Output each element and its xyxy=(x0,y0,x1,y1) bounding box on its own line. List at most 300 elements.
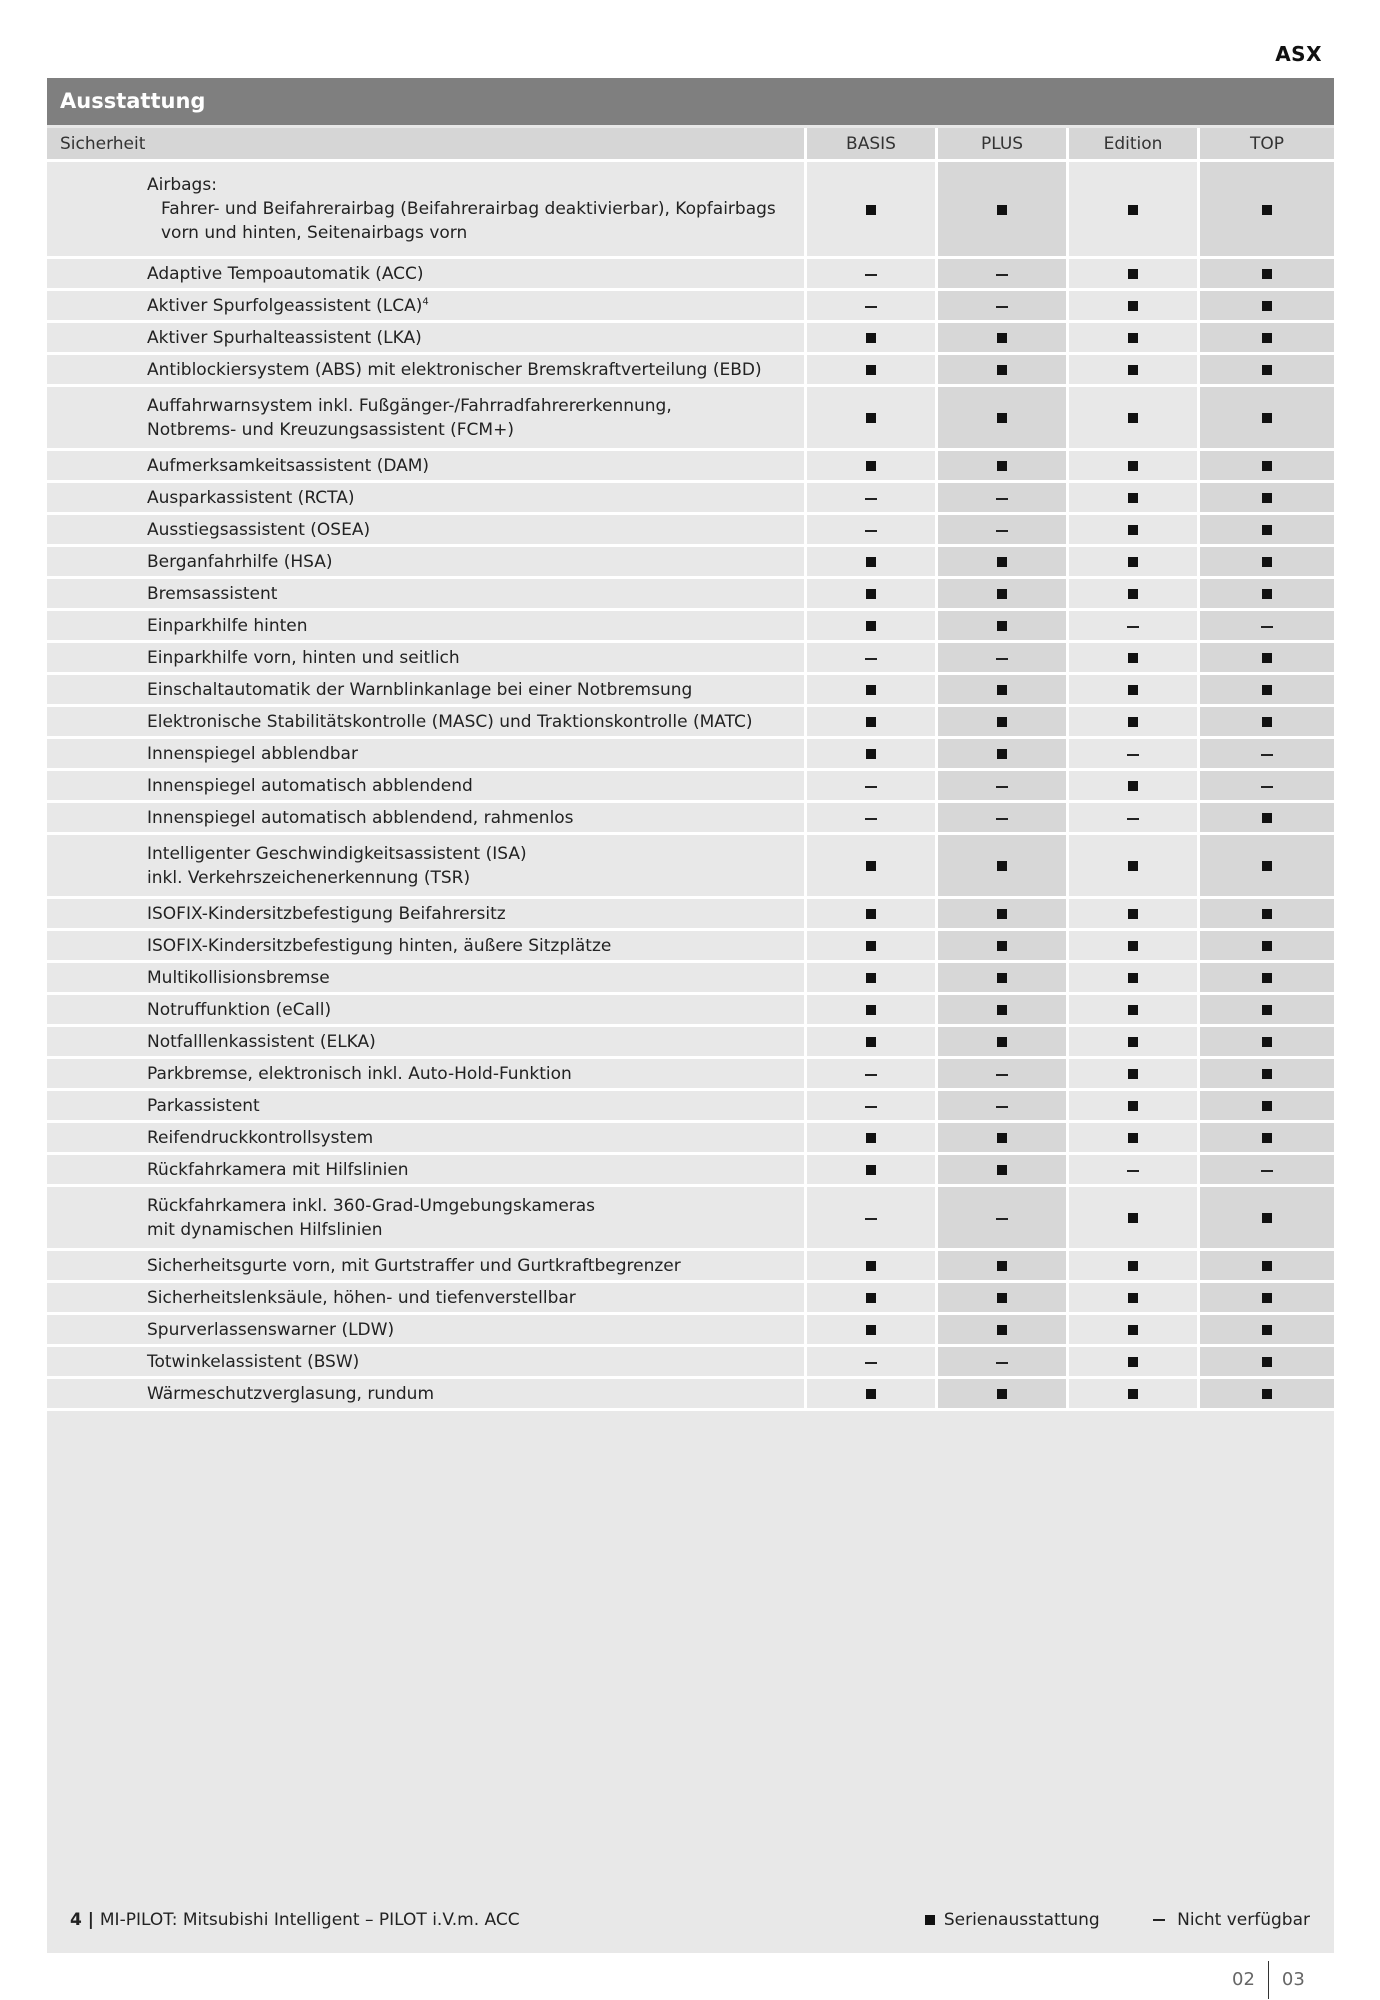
value-cell-plus xyxy=(938,387,1069,451)
feature-label xyxy=(47,771,807,803)
standard-square-icon xyxy=(997,861,1007,871)
feature-label xyxy=(47,323,807,355)
value-cell-basis xyxy=(807,675,938,707)
not-available-dash-icon xyxy=(996,658,1008,660)
standard-square-icon xyxy=(866,621,876,631)
table-row xyxy=(47,1123,1334,1155)
standard-square-icon xyxy=(1262,461,1272,471)
table-row xyxy=(47,771,1334,803)
standard-square-icon xyxy=(1128,205,1138,215)
feature-label xyxy=(47,259,807,291)
value-cell-edition xyxy=(1069,547,1200,579)
value-cell-plus xyxy=(938,1123,1069,1155)
value-cell-top xyxy=(1200,1091,1334,1123)
standard-square-icon xyxy=(1262,1293,1272,1303)
value-cell-edition xyxy=(1069,835,1200,899)
value-cell-edition xyxy=(1069,643,1200,675)
value-cell-basis xyxy=(807,803,938,835)
value-cell-edition xyxy=(1069,739,1200,771)
standard-square-icon xyxy=(1128,493,1138,503)
standard-square-icon xyxy=(997,1037,1007,1047)
standard-square-icon xyxy=(1128,861,1138,871)
value-cell-edition xyxy=(1069,707,1200,739)
standard-square-icon xyxy=(997,1005,1007,1015)
brand-label: ASX xyxy=(1275,42,1322,66)
feature-label xyxy=(47,675,807,707)
feature-line: Reifendruckkontrollsystem xyxy=(147,1127,374,1148)
standard-square-icon xyxy=(1128,1101,1138,1111)
footnote-number: 4 xyxy=(70,1910,82,1930)
value-cell-plus xyxy=(938,643,1069,675)
standard-square-icon xyxy=(1262,909,1272,919)
standard-square-icon xyxy=(1262,1069,1272,1079)
feature-label xyxy=(47,1379,807,1411)
table-row xyxy=(47,1059,1334,1091)
standard-square-icon xyxy=(866,333,876,343)
value-cell-edition xyxy=(1069,451,1200,483)
value-cell-top xyxy=(1200,1155,1334,1187)
feature-label xyxy=(47,963,807,995)
feature-label xyxy=(47,1123,807,1155)
table-row xyxy=(47,675,1334,707)
feature-label xyxy=(47,899,807,931)
not-available-dash-icon xyxy=(1127,1170,1139,1172)
feature-line: Parkassistent xyxy=(147,1095,260,1116)
standard-square-icon xyxy=(866,685,876,695)
standard-square-icon xyxy=(866,365,876,375)
standard-square-icon xyxy=(866,909,876,919)
value-cell-edition xyxy=(1069,995,1200,1027)
value-cell-basis xyxy=(807,899,938,931)
feature-label xyxy=(47,643,807,675)
value-cell-plus xyxy=(938,579,1069,611)
value-cell-plus xyxy=(938,291,1069,323)
value-cell-edition xyxy=(1069,259,1200,291)
equipment-panel xyxy=(47,78,1334,1953)
not-available-dash-icon xyxy=(865,274,877,276)
value-cell-plus xyxy=(938,1187,1069,1251)
table-row xyxy=(47,931,1334,963)
standard-square-icon xyxy=(1262,1357,1272,1367)
standard-square-icon xyxy=(1262,205,1272,215)
value-cell-plus xyxy=(938,707,1069,739)
feature-line: inkl. Verkehrszeichenerkennung (TSR) xyxy=(147,867,471,888)
feature-label xyxy=(47,1027,807,1059)
standard-square-icon xyxy=(1128,1325,1138,1335)
value-cell-basis xyxy=(807,1251,938,1283)
value-cell-basis xyxy=(807,355,938,387)
value-cell-edition xyxy=(1069,483,1200,515)
standard-square-icon xyxy=(1128,653,1138,663)
standard-square-icon xyxy=(866,1037,876,1047)
page-number-left: 02 xyxy=(1232,1969,1255,1990)
feature-line: Aktiver Spurhalteassistent (LKA) xyxy=(147,327,422,348)
value-cell-top xyxy=(1200,771,1334,803)
value-cell-plus xyxy=(938,323,1069,355)
value-cell-edition xyxy=(1069,1123,1200,1155)
value-cell-edition xyxy=(1069,1059,1200,1091)
feature-label xyxy=(47,355,807,387)
value-cell-plus xyxy=(938,547,1069,579)
not-available-dash-icon xyxy=(1261,754,1273,756)
table-row xyxy=(47,387,1334,451)
value-cell-plus xyxy=(938,1059,1069,1091)
not-available-dash-icon xyxy=(865,498,877,500)
value-cell-top xyxy=(1200,899,1334,931)
value-cell-edition xyxy=(1069,323,1200,355)
not-available-dash-icon xyxy=(996,786,1008,788)
value-cell-plus xyxy=(938,1347,1069,1379)
value-cell-top xyxy=(1200,1123,1334,1155)
value-cell-edition xyxy=(1069,291,1200,323)
standard-square-icon xyxy=(997,413,1007,423)
table-row xyxy=(47,355,1334,387)
value-cell-edition xyxy=(1069,515,1200,547)
value-cell-edition xyxy=(1069,675,1200,707)
feature-line: Elektronische Stabilitätskontrolle (MASC) und Traktionskontrolle (MATC) xyxy=(147,711,753,732)
value-cell-plus xyxy=(938,1091,1069,1123)
table-row xyxy=(47,899,1334,931)
value-cell-plus xyxy=(938,515,1069,547)
value-cell-edition xyxy=(1069,611,1200,643)
value-cell-basis xyxy=(807,1123,938,1155)
standard-square-icon xyxy=(1262,493,1272,503)
feature-line: Bremsassistent xyxy=(147,583,278,604)
feature-line: Parkbremse, elektronisch inkl. Auto-Hold-Funktion xyxy=(147,1063,572,1084)
standard-square-icon xyxy=(1128,525,1138,535)
value-cell-top xyxy=(1200,387,1334,451)
feature-line: ISOFIX-Kindersitzbefestigung Beifahrersitz xyxy=(147,903,506,924)
table-row xyxy=(47,1315,1334,1347)
feature-label xyxy=(47,739,807,771)
footnote-marker: 4 xyxy=(422,295,429,307)
standard-square-icon xyxy=(1128,1389,1138,1399)
feature-line: Intelligenter Geschwindigkeitsassistent (ISA) xyxy=(147,843,527,864)
feature-label xyxy=(47,579,807,611)
value-cell-basis xyxy=(807,515,938,547)
standard-square-icon xyxy=(1262,685,1272,695)
not-available-dash-icon xyxy=(865,306,877,308)
value-cell-top xyxy=(1200,1251,1334,1283)
standard-square-icon xyxy=(1128,685,1138,695)
feature-label xyxy=(47,1187,807,1251)
standard-square-icon xyxy=(866,1133,876,1143)
standard-square-icon xyxy=(997,1293,1007,1303)
feature-line: Aufmerksamkeitsassistent (DAM) xyxy=(147,455,430,476)
standard-square-icon xyxy=(1262,973,1272,983)
standard-square-icon xyxy=(1262,1325,1272,1335)
standard-square-icon xyxy=(1128,461,1138,471)
standard-square-icon xyxy=(1262,333,1272,343)
standard-square-icon xyxy=(866,717,876,727)
value-cell-top xyxy=(1200,355,1334,387)
value-cell-plus xyxy=(938,771,1069,803)
standard-square-icon xyxy=(1128,589,1138,599)
value-cell-basis xyxy=(807,579,938,611)
feature-label xyxy=(47,483,807,515)
standard-square-icon xyxy=(1128,717,1138,727)
value-cell-top xyxy=(1200,803,1334,835)
table-row xyxy=(47,259,1334,291)
not-available-dash-icon xyxy=(865,1106,877,1108)
value-cell-top xyxy=(1200,1347,1334,1379)
value-cell-basis xyxy=(807,1155,938,1187)
standard-square-icon xyxy=(997,1165,1007,1175)
feature-label xyxy=(47,803,807,835)
value-cell-plus xyxy=(938,1379,1069,1411)
feature-label xyxy=(47,1283,807,1315)
standard-square-icon xyxy=(1128,1261,1138,1271)
value-cell-basis xyxy=(807,1347,938,1379)
value-cell-top xyxy=(1200,1379,1334,1411)
feature-line: Einparkhilfe vorn, hinten und seitlich xyxy=(147,647,460,668)
table-row xyxy=(47,1347,1334,1379)
value-cell-basis xyxy=(807,1059,938,1091)
value-cell-basis xyxy=(807,995,938,1027)
standard-square-icon xyxy=(1262,1213,1272,1223)
standard-square-icon xyxy=(1262,1133,1272,1143)
standard-square-icon xyxy=(1128,909,1138,919)
value-cell-edition xyxy=(1069,162,1200,259)
feature-line: ISOFIX-Kindersitzbefestigung hinten, äußere Sitzplätze xyxy=(147,935,612,956)
table-row xyxy=(47,547,1334,579)
value-cell-plus xyxy=(938,995,1069,1027)
standard-square-icon xyxy=(866,861,876,871)
not-available-dash-icon xyxy=(865,530,877,532)
not-available-dash-icon xyxy=(1261,626,1273,628)
standard-square-icon xyxy=(997,973,1007,983)
value-cell-basis xyxy=(807,963,938,995)
standard-square-icon xyxy=(1128,301,1138,311)
value-cell-plus xyxy=(938,963,1069,995)
value-cell-edition xyxy=(1069,1251,1200,1283)
feature-line: Innenspiegel automatisch abblendend xyxy=(147,775,473,796)
feature-line: Sicherheitslenksäule, höhen- und tiefenverstellbar xyxy=(147,1287,576,1308)
standard-square-icon xyxy=(1128,413,1138,423)
standard-square-icon xyxy=(997,461,1007,471)
value-cell-top xyxy=(1200,323,1334,355)
legend-none xyxy=(1153,1910,1310,1930)
standard-square-icon xyxy=(997,1133,1007,1143)
value-cell-basis xyxy=(807,643,938,675)
table-row xyxy=(47,515,1334,547)
standard-square-icon xyxy=(1128,941,1138,951)
not-available-dash-icon xyxy=(996,498,1008,500)
standard-square-icon xyxy=(866,461,876,471)
value-cell-top xyxy=(1200,611,1334,643)
value-cell-edition xyxy=(1069,931,1200,963)
table-row xyxy=(47,707,1334,739)
footnote: 4 | MI-PILOT: Mitsubishi Intelligent – PILOT i.V.m. ACC xyxy=(70,1910,520,1930)
feature-sub-line: Fahrer- und Beifahrerairbag (Beifahrerairbag deaktivierbar), Kopfairbags xyxy=(161,199,776,219)
value-cell-top xyxy=(1200,162,1334,259)
table-row xyxy=(47,291,1334,323)
value-cell-plus xyxy=(938,483,1069,515)
value-cell-top xyxy=(1200,963,1334,995)
table-row xyxy=(47,1027,1334,1059)
not-available-dash-icon xyxy=(865,1218,877,1220)
value-cell-basis xyxy=(807,1379,938,1411)
not-available-dash-icon xyxy=(996,1074,1008,1076)
feature-line: Adaptive Tempoautomatik (ACC) xyxy=(147,263,424,284)
variant-header-edition: Edition xyxy=(1069,128,1200,162)
not-available-dash-icon xyxy=(996,1106,1008,1108)
value-cell-top xyxy=(1200,1283,1334,1315)
value-cell-basis xyxy=(807,162,938,259)
feature-line: Antiblockiersystem (ABS) mit elektronischer Bremskraftverteilung (EBD) xyxy=(147,359,762,380)
value-cell-top xyxy=(1200,643,1334,675)
standard-square-icon xyxy=(866,941,876,951)
feature-label xyxy=(47,611,807,643)
value-cell-basis xyxy=(807,1027,938,1059)
standard-square-icon xyxy=(1262,269,1272,279)
feature-label xyxy=(47,1091,807,1123)
feature-line: Ausparkassistent (RCTA) xyxy=(147,487,355,508)
standard-square-icon xyxy=(1128,781,1138,791)
feature-label xyxy=(47,1315,807,1347)
standard-square-icon xyxy=(866,973,876,983)
feature-line: Ausstiegsassistent (OSEA) xyxy=(147,519,371,540)
standard-square-icon xyxy=(1128,973,1138,983)
standard-square-icon xyxy=(1128,1213,1138,1223)
standard-square-icon xyxy=(866,1165,876,1175)
value-cell-top xyxy=(1200,579,1334,611)
not-available-dash-icon xyxy=(865,1362,877,1364)
standard-square-icon xyxy=(997,685,1007,695)
feature-label xyxy=(47,547,807,579)
standard-square-icon xyxy=(997,589,1007,599)
standard-square-icon xyxy=(866,749,876,759)
value-cell-basis xyxy=(807,451,938,483)
table-row xyxy=(47,1187,1334,1251)
standard-square-icon xyxy=(997,749,1007,759)
standard-square-icon xyxy=(1262,301,1272,311)
value-cell-top xyxy=(1200,515,1334,547)
value-cell-basis xyxy=(807,483,938,515)
not-available-dash-icon xyxy=(996,818,1008,820)
table-row xyxy=(47,1091,1334,1123)
feature-line: Rückfahrkamera mit Hilfslinien xyxy=(147,1159,409,1180)
value-cell-edition xyxy=(1069,1027,1200,1059)
table-row xyxy=(47,1283,1334,1315)
table-row xyxy=(47,323,1334,355)
standard-square-icon xyxy=(1128,1005,1138,1015)
table-row xyxy=(47,643,1334,675)
not-available-dash-icon xyxy=(865,1074,877,1076)
value-cell-basis xyxy=(807,291,938,323)
value-cell-basis xyxy=(807,387,938,451)
value-cell-basis xyxy=(807,739,938,771)
standard-square-icon xyxy=(1262,365,1272,375)
value-cell-top xyxy=(1200,995,1334,1027)
table-row xyxy=(47,1379,1334,1411)
value-cell-top xyxy=(1200,1187,1334,1251)
feature-label xyxy=(47,835,807,899)
standard-square-icon xyxy=(925,1915,935,1925)
footer xyxy=(70,1910,1310,1930)
value-cell-edition xyxy=(1069,579,1200,611)
value-cell-plus xyxy=(938,931,1069,963)
feature-line: Auffahrwarnsystem inkl. Fußgänger-/Fahrradfahrererkennung, xyxy=(147,395,672,416)
page-numbers xyxy=(1232,1961,1305,1999)
value-cell-edition xyxy=(1069,1155,1200,1187)
table-row xyxy=(47,995,1334,1027)
not-available-dash-icon xyxy=(865,658,877,660)
value-cell-edition xyxy=(1069,899,1200,931)
legend-none-label: Nicht verfügbar xyxy=(1177,1910,1310,1930)
standard-square-icon xyxy=(997,1261,1007,1271)
standard-square-icon xyxy=(997,941,1007,951)
not-available-dash-icon xyxy=(996,306,1008,308)
standard-square-icon xyxy=(1262,653,1272,663)
value-cell-edition xyxy=(1069,1347,1200,1379)
feature-label xyxy=(47,291,807,323)
value-cell-plus xyxy=(938,1251,1069,1283)
not-available-dash-icon xyxy=(996,1362,1008,1364)
value-cell-plus xyxy=(938,1283,1069,1315)
feature-line: Rückfahrkamera inkl. 360-Grad-Umgebungskameras xyxy=(147,1195,596,1216)
feature-label xyxy=(47,1155,807,1187)
standard-square-icon xyxy=(866,1261,876,1271)
standard-square-icon xyxy=(1128,1037,1138,1047)
value-cell-edition xyxy=(1069,1187,1200,1251)
standard-square-icon xyxy=(866,1005,876,1015)
category-header: Sicherheit xyxy=(47,128,807,162)
standard-square-icon xyxy=(1262,1389,1272,1399)
feature-line: Einschaltautomatik der Warnblinkanlage bei einer Notbremsung xyxy=(147,679,693,700)
standard-square-icon xyxy=(997,1389,1007,1399)
feature-line: Innenspiegel abblendbar xyxy=(147,743,358,764)
feature-label xyxy=(47,162,807,259)
value-cell-edition xyxy=(1069,1283,1200,1315)
value-cell-basis xyxy=(807,1315,938,1347)
standard-square-icon xyxy=(1128,333,1138,343)
standard-square-icon xyxy=(997,333,1007,343)
not-available-dash-icon xyxy=(1261,786,1273,788)
value-cell-plus xyxy=(938,355,1069,387)
standard-square-icon xyxy=(866,589,876,599)
value-cell-edition xyxy=(1069,963,1200,995)
value-cell-basis xyxy=(807,547,938,579)
standard-square-icon xyxy=(866,1389,876,1399)
value-cell-plus xyxy=(938,899,1069,931)
value-cell-top xyxy=(1200,451,1334,483)
feature-line: Totwinkelassistent (BSW) xyxy=(147,1351,360,1372)
value-cell-plus xyxy=(938,1027,1069,1059)
value-cell-edition xyxy=(1069,1379,1200,1411)
standard-square-icon xyxy=(1262,589,1272,599)
value-cell-basis xyxy=(807,835,938,899)
value-cell-edition xyxy=(1069,355,1200,387)
value-cell-plus xyxy=(938,739,1069,771)
standard-square-icon xyxy=(1262,525,1272,535)
table-row xyxy=(47,162,1334,259)
not-available-dash-icon xyxy=(1127,754,1139,756)
value-cell-plus xyxy=(938,611,1069,643)
feature-line: Aktiver Spurfolgeassistent (LCA) xyxy=(147,295,423,316)
page-number-right: 03 xyxy=(1281,1969,1305,1990)
value-cell-edition xyxy=(1069,387,1200,451)
value-cell-plus xyxy=(938,803,1069,835)
feature-label xyxy=(47,931,807,963)
not-available-dash-icon xyxy=(1261,1170,1273,1172)
legend-standard xyxy=(925,1910,1100,1930)
feature-label xyxy=(47,451,807,483)
feature-label xyxy=(47,1251,807,1283)
standard-square-icon xyxy=(1262,717,1272,727)
standard-square-icon xyxy=(1262,941,1272,951)
table-row xyxy=(47,1155,1334,1187)
